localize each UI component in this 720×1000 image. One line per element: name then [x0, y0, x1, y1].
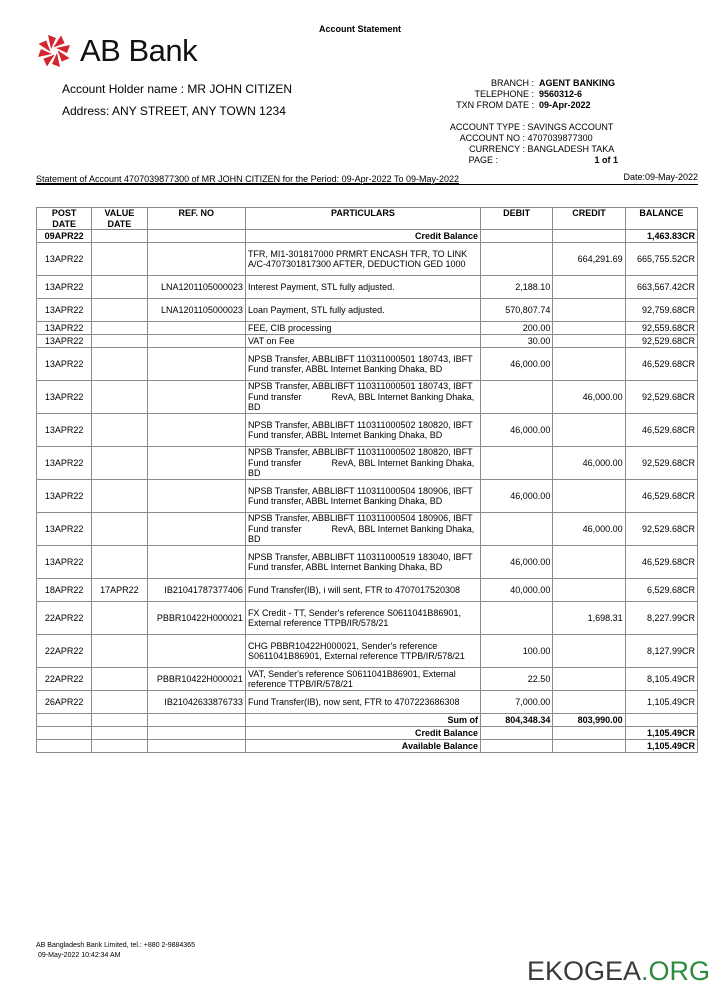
empty-cell — [92, 740, 147, 753]
branch-info — [430, 78, 615, 111]
ref-no-cell — [147, 480, 245, 513]
particulars-cell: NPSB Transfer, ABBLIBFT 110311000502 180820, IBFT Fund transfer, ABBL Internet Banking Dhaka, BD — [245, 414, 480, 447]
debit-cell: 22.50 — [481, 668, 553, 691]
empty-cell — [92, 714, 147, 727]
empty-cell — [481, 727, 553, 740]
ref-no-cell — [147, 348, 245, 381]
value-date-cell — [92, 276, 147, 299]
header-particulars: PARTICULARS — [245, 208, 480, 230]
header-ref-no: REF. NO — [147, 208, 245, 230]
particulars-cell: Interest Payment, STL fully adjusted. — [245, 276, 480, 299]
debit-cell — [481, 243, 553, 276]
post-date-cell: 13APR22 — [37, 414, 92, 447]
value-date-cell — [92, 414, 147, 447]
empty-cell — [92, 230, 147, 243]
credit-cell — [553, 276, 625, 299]
balance-cell: 92,529.68CR — [625, 335, 697, 348]
table-header-row — [37, 208, 698, 230]
ref-no-cell: PBBR10422H000021 — [147, 602, 245, 635]
empty-cell — [37, 740, 92, 753]
particulars-cell: CHG PBBR10422H000021, Sender's reference S0611041B86901, External reference TTPB/IR/578/21 — [245, 635, 480, 668]
value-date-cell — [92, 335, 147, 348]
balance-cell: 663,567.42CR — [625, 276, 697, 299]
post-date-cell: 13APR22 — [37, 513, 92, 546]
table-row — [37, 546, 698, 579]
ref-no-cell: IB21042633876733 — [147, 691, 245, 714]
post-date-cell: 13APR22 — [37, 243, 92, 276]
credit-cell — [553, 322, 625, 335]
header-credit: CREDIT — [553, 208, 625, 230]
particulars-cell: VAT on Fee — [245, 335, 480, 348]
footer-timestamp: 09-May-2022 10:42:34 AM — [38, 952, 121, 959]
branch-value: AGENT BANKING — [539, 78, 616, 88]
credit-cell — [553, 635, 625, 668]
balance-cell: 8,105.49CR — [625, 668, 697, 691]
credit-cell: 46,000.00 — [553, 381, 625, 414]
ref-no-cell — [147, 322, 245, 335]
ref-no-cell — [147, 447, 245, 480]
empty-cell — [147, 714, 245, 727]
empty-cell — [481, 740, 553, 753]
page-value: 1 of 1 — [594, 155, 618, 165]
header-debit: DEBIT — [481, 208, 553, 230]
debit-cell: 46,000.00 — [481, 348, 553, 381]
table-row — [37, 243, 698, 276]
particulars-cell: Loan Payment, STL fully adjusted. — [245, 299, 480, 322]
value-date-cell — [92, 322, 147, 335]
table-row — [37, 602, 698, 635]
particulars-cell: NPSB Transfer, ABBLIBFT 110311000502 180820, IBFT Fund transfer RevA, BBL Internet Banking Dhaka, BD — [245, 447, 480, 480]
footer-bank-contact: AB Bangladesh Bank Limited, tel.: +880 2-9884365 — [36, 942, 195, 949]
header-balance: BALANCE — [625, 208, 697, 230]
table-row — [37, 414, 698, 447]
credit-cell — [553, 414, 625, 447]
branch-label: BRANCH : — [490, 78, 534, 88]
debit-cell: 2,188.10 — [481, 276, 553, 299]
ref-no-cell — [147, 546, 245, 579]
opening-label: Credit Balance — [245, 230, 480, 243]
particulars-cell: Fund Transfer(IB), now sent, FTR to 4707223686308 — [245, 691, 480, 714]
particulars-cell: NPSB Transfer, ABBLIBFT 110311000501 180743, IBFT Fund transfer RevA, BBL Internet Banking Dhaka, BD — [245, 381, 480, 414]
debit-cell: 570,807.74 — [481, 299, 553, 322]
closing-balance-row — [37, 727, 698, 740]
watermark-part2: .ORG — [640, 956, 710, 986]
credit-cell: 46,000.00 — [553, 447, 625, 480]
available-label: Available Balance — [245, 740, 480, 753]
ref-no-cell — [147, 381, 245, 414]
post-date-cell: 13APR22 — [37, 447, 92, 480]
value-date-cell — [92, 602, 147, 635]
opening-post-date: 09APR22 — [37, 230, 92, 243]
txn-from-date-label: TXN FROM DATE : — [456, 100, 534, 110]
post-date-cell: 26APR22 — [37, 691, 92, 714]
table-row — [37, 322, 698, 335]
table-row — [37, 381, 698, 414]
table-row — [37, 691, 698, 714]
empty-cell — [147, 740, 245, 753]
table-row — [37, 513, 698, 546]
closing-label: Credit Balance — [245, 727, 480, 740]
empty-cell — [625, 714, 697, 727]
ref-no-cell: LNA1201105000023 — [147, 276, 245, 299]
post-date-cell: 13APR22 — [37, 299, 92, 322]
post-date-cell: 18APR22 — [37, 579, 92, 602]
balance-cell: 1,105.49CR — [625, 691, 697, 714]
ab-bank-logo-mark-icon — [36, 33, 72, 69]
value-date-cell — [92, 480, 147, 513]
balance-cell: 8,127.99CR — [625, 635, 697, 668]
table-row — [37, 668, 698, 691]
post-date-cell: 13APR22 — [37, 480, 92, 513]
debit-cell — [481, 447, 553, 480]
balance-cell: 92,759.68CR — [625, 299, 697, 322]
balance-cell: 92,529.68CR — [625, 447, 697, 480]
watermark — [527, 956, 710, 987]
value-date-cell — [92, 381, 147, 414]
ref-no-cell: PBBR10422H000021 — [147, 668, 245, 691]
sum-row — [37, 714, 698, 727]
txn-from-date-value: 09-Apr-2022 — [539, 100, 591, 110]
sum-label: Sum of — [245, 714, 480, 727]
debit-cell: 40,000.00 — [481, 579, 553, 602]
account-type-label: ACCOUNT TYPE : — [449, 122, 525, 132]
balance-cell: 92,559.68CR — [625, 322, 697, 335]
value-date-cell — [92, 691, 147, 714]
watermark-part1: EKOGEA — [526, 956, 641, 986]
value-date-cell — [92, 243, 147, 276]
credit-cell — [553, 480, 625, 513]
balance-cell: 665,755.52CR — [625, 243, 697, 276]
empty-cell — [481, 230, 553, 243]
credit-cell: 664,291.69 — [553, 243, 625, 276]
statement-period: Statement of Account 4707039877300 of MR JOHN CITIZEN for the Period: 09-Apr-2022 To 09-May-2022 — [36, 174, 460, 184]
balance-cell: 46,529.68CR — [625, 546, 697, 579]
empty-cell — [37, 714, 92, 727]
ref-no-cell — [147, 243, 245, 276]
value-date-cell — [92, 635, 147, 668]
document-title: Account Statement — [318, 24, 401, 34]
balance-cell: 8,227.99CR — [625, 602, 697, 635]
debit-cell: 46,000.00 — [481, 480, 553, 513]
sum-debit: 804,348.34 — [481, 714, 553, 727]
table-row — [37, 299, 698, 322]
header-post-date: POST DATE — [37, 208, 92, 230]
post-date-cell: 13APR22 — [37, 335, 92, 348]
table-row — [37, 335, 698, 348]
value-date-cell — [92, 447, 147, 480]
statement-date: Date:09-May-2022 — [623, 172, 698, 182]
debit-cell — [481, 513, 553, 546]
header-value-date: VALUE DATE — [92, 208, 147, 230]
debit-cell — [481, 381, 553, 414]
empty-cell — [553, 727, 625, 740]
empty-cell — [553, 230, 625, 243]
value-date-cell — [92, 348, 147, 381]
post-date-cell: 22APR22 — [37, 635, 92, 668]
particulars-cell: TFR, MI1-301817000 PRMRT ENCASH TFR, TO LINK A/C-4707301817300 AFTER, DEDUCTION GED 1000 — [245, 243, 480, 276]
value-date-cell — [92, 546, 147, 579]
bank-logo — [36, 33, 197, 69]
telephone-value: 9560312-6 — [539, 89, 583, 99]
table-row — [37, 276, 698, 299]
ref-no-cell: IB21041787377406 — [147, 579, 245, 602]
empty-cell — [37, 727, 92, 740]
credit-cell — [553, 691, 625, 714]
debit-cell: 30.00 — [481, 335, 553, 348]
balance-cell: 92,529.68CR — [625, 381, 697, 414]
transactions-table — [36, 207, 698, 753]
debit-cell: 200.00 — [481, 322, 553, 335]
particulars-cell: FX Credit - TT, Sender's reference S0611041B86901, External reference TTPB/IR/578/21 — [245, 602, 480, 635]
divider — [36, 184, 698, 185]
value-date-cell — [92, 299, 147, 322]
particulars-cell: NPSB Transfer, ABBLIBFT 110311000501 180743, IBFT Fund transfer, ABBL Internet Banking Dhaka, BD — [245, 348, 480, 381]
available-balance-row — [37, 740, 698, 753]
credit-cell — [553, 348, 625, 381]
particulars-cell: VAT, Sender's reference S0611041B86901, External reference TTPB/IR/578/21 — [245, 668, 480, 691]
empty-cell — [92, 727, 147, 740]
table-row — [37, 635, 698, 668]
page-label: PAGE : — [468, 155, 498, 165]
credit-cell: 46,000.00 — [553, 513, 625, 546]
account-holder-name: Account Holder name : MR JOHN CITIZEN — [62, 82, 293, 96]
balance-cell: 46,529.68CR — [625, 480, 697, 513]
debit-cell: 46,000.00 — [481, 414, 553, 447]
ref-no-cell: LNA1201105000023 — [147, 299, 245, 322]
particulars-cell: Fund Transfer(IB), i will sent, FTR to 4707017520308 — [245, 579, 480, 602]
particulars-cell: FEE, CIB processing — [245, 322, 480, 335]
ref-no-cell — [147, 513, 245, 546]
post-date-cell: 13APR22 — [37, 322, 92, 335]
particulars-cell: NPSB Transfer, ABBLIBFT 110311000519 183040, IBFT Fund transfer, ABBL Internet Banking Dhaka, BD — [245, 546, 480, 579]
particulars-cell: NPSB Transfer, ABBLIBFT 110311000504 180906, IBFT Fund transfer, ABBL Internet Banking Dhaka, BD — [245, 480, 480, 513]
particulars-cell: NPSB Transfer, ABBLIBFT 110311000504 180906, IBFT Fund transfer RevA, BBL Internet Banking Dhaka, BD — [245, 513, 480, 546]
currency-label: CURRENCY : — [469, 144, 525, 154]
post-date-cell: 22APR22 — [37, 668, 92, 691]
debit-cell: 7,000.00 — [481, 691, 553, 714]
table-row — [37, 447, 698, 480]
credit-cell — [553, 546, 625, 579]
credit-cell: 1,698.31 — [553, 602, 625, 635]
ref-no-cell — [147, 335, 245, 348]
credit-cell — [553, 299, 625, 322]
account-holder-address: Address: ANY STREET, ANY TOWN 1234 — [62, 104, 286, 118]
account-info — [438, 122, 618, 166]
post-date-cell: 13APR22 — [37, 348, 92, 381]
account-no-value: 4707039877300 — [527, 133, 593, 143]
closing-balance: 1,105.49CR — [625, 727, 697, 740]
value-date-cell: 17APR22 — [92, 579, 147, 602]
credit-cell — [553, 335, 625, 348]
post-date-cell: 13APR22 — [37, 276, 92, 299]
table-row — [37, 579, 698, 602]
debit-cell: 100.00 — [481, 635, 553, 668]
balance-cell: 46,529.68CR — [625, 414, 697, 447]
currency-value: BANGLADESH TAKA — [527, 144, 615, 154]
debit-cell: 46,000.00 — [481, 546, 553, 579]
account-no-label: ACCOUNT NO : — [459, 133, 525, 143]
post-date-cell: 13APR22 — [37, 546, 92, 579]
empty-cell — [147, 727, 245, 740]
balance-cell: 6,529.68CR — [625, 579, 697, 602]
post-date-cell: 22APR22 — [37, 602, 92, 635]
empty-cell — [553, 740, 625, 753]
sum-credit: 803,990.00 — [553, 714, 625, 727]
balance-cell: 92,529.68CR — [625, 513, 697, 546]
ref-no-cell — [147, 414, 245, 447]
post-date-cell: 13APR22 — [37, 381, 92, 414]
debit-cell — [481, 602, 553, 635]
ref-no-cell — [147, 635, 245, 668]
balance-cell: 46,529.68CR — [625, 348, 697, 381]
value-date-cell — [92, 513, 147, 546]
empty-cell — [147, 230, 245, 243]
table-row — [37, 348, 698, 381]
opening-balance-row — [37, 230, 698, 243]
table-row — [37, 480, 698, 513]
bank-name: AB Bank — [80, 33, 198, 68]
account-type-value: SAVINGS ACCOUNT — [527, 122, 614, 132]
credit-cell — [553, 668, 625, 691]
telephone-label: TELEPHONE : — [474, 89, 534, 99]
opening-balance: 1,463.83CR — [625, 230, 697, 243]
available-balance: 1,105.49CR — [625, 740, 697, 753]
credit-cell — [553, 579, 625, 602]
value-date-cell — [92, 668, 147, 691]
